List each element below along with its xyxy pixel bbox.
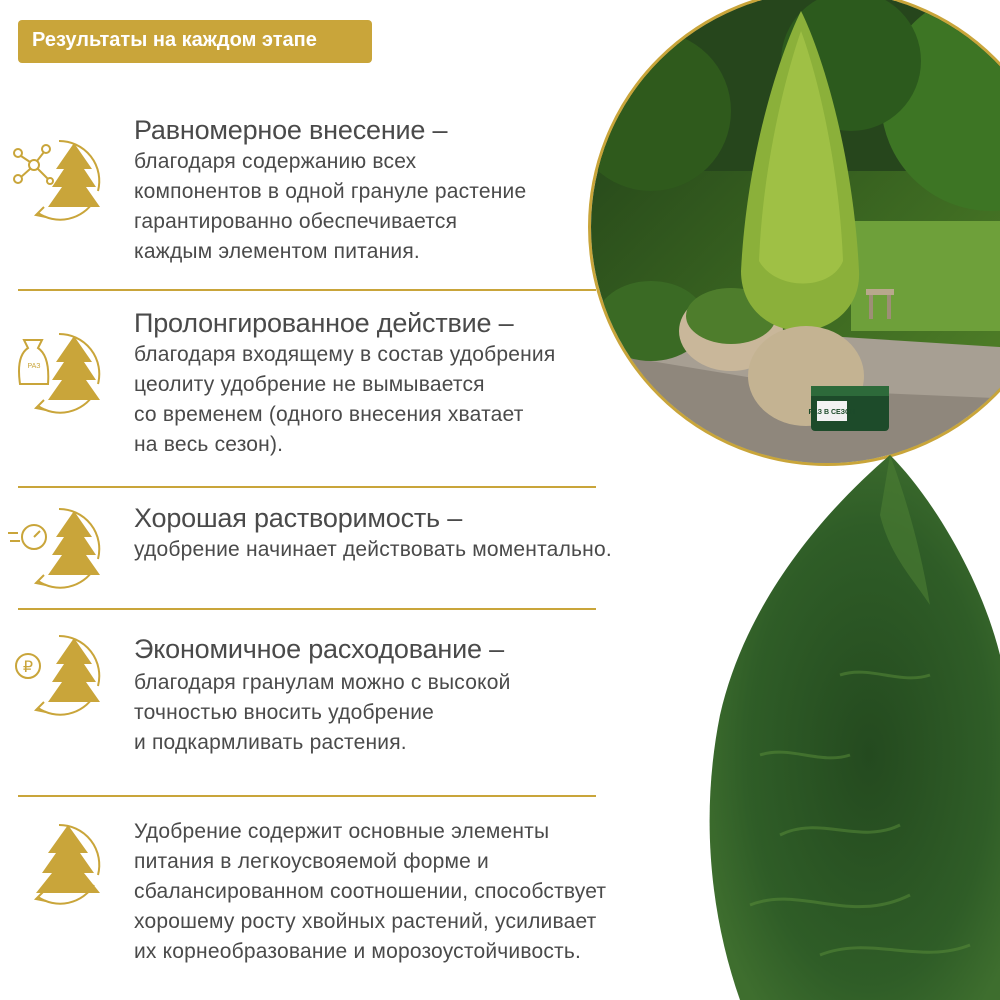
tree-icon (4, 819, 108, 909)
benefit-line: Удобрение содержит основные элементы (134, 820, 550, 843)
benefit-line: благодаря входящему в состав удобрения (134, 343, 556, 366)
conifer-tree (700, 455, 1000, 1000)
benefit-line: их корнеобразование и морозоустойчивость. (134, 940, 582, 963)
benefit-line: благодаря содержанию всех (134, 150, 417, 173)
divider (18, 486, 596, 488)
benefit-line: гарантированно обеспечивается (134, 210, 458, 233)
benefit-line: питания в легкоусвояемой форме и (134, 850, 489, 873)
benefit-line: со временем (одного внесения хватает (134, 403, 524, 426)
benefit-title: Хорошая растворимость – (134, 503, 463, 533)
benefit-line: и подкармливать растения. (134, 731, 407, 754)
fertilizer-bag-tree-icon (4, 328, 108, 418)
divider (18, 795, 596, 797)
benefit-economical-use (0, 620, 620, 790)
benefit-line: цеолиту удобрение не вымывается (134, 373, 485, 396)
benefit-line: удобрение начинает действовать моментально. (134, 538, 612, 561)
benefit-title: Равномерное внесение – (134, 115, 448, 145)
garden-scene (591, 0, 1000, 463)
divider (18, 608, 596, 610)
benefit-line: точностью вносить удобрение (134, 701, 435, 724)
benefit-line: компонентов в одной грануле растение (134, 180, 527, 203)
benefit-prolonged-action (0, 300, 620, 480)
garden-photo (588, 0, 1000, 466)
benefit-good-solubility (0, 495, 620, 605)
svg-text:₽: ₽ (22, 657, 34, 676)
benefit-line: хорошему росту хвойных растений, усиливает (134, 910, 597, 933)
benefit-line: благодаря гранулам можно с высокой (134, 671, 511, 694)
benefit-even-application (0, 105, 620, 285)
molecule-tree-icon (4, 135, 108, 225)
benefit-summary (0, 805, 620, 995)
svg-text:РАЗ: РАЗ (27, 363, 41, 370)
header-badge (18, 20, 372, 63)
benefit-line: каждым элементом питания. (134, 240, 420, 263)
header-title: Результаты на каждом этапе (32, 29, 317, 51)
benefit-line: на весь сезон). (134, 433, 284, 456)
speed-tree-icon (4, 503, 108, 593)
benefit-title: Пролонгированное действие – (134, 308, 514, 338)
ruble-tree-icon (4, 630, 108, 720)
divider (18, 289, 596, 291)
benefit-title: Экономичное расходование – (134, 634, 504, 664)
product-label: РАЗ В СЕЗОН (808, 409, 856, 416)
benefit-line: сбалансированном соотношении, способствует (134, 880, 607, 903)
